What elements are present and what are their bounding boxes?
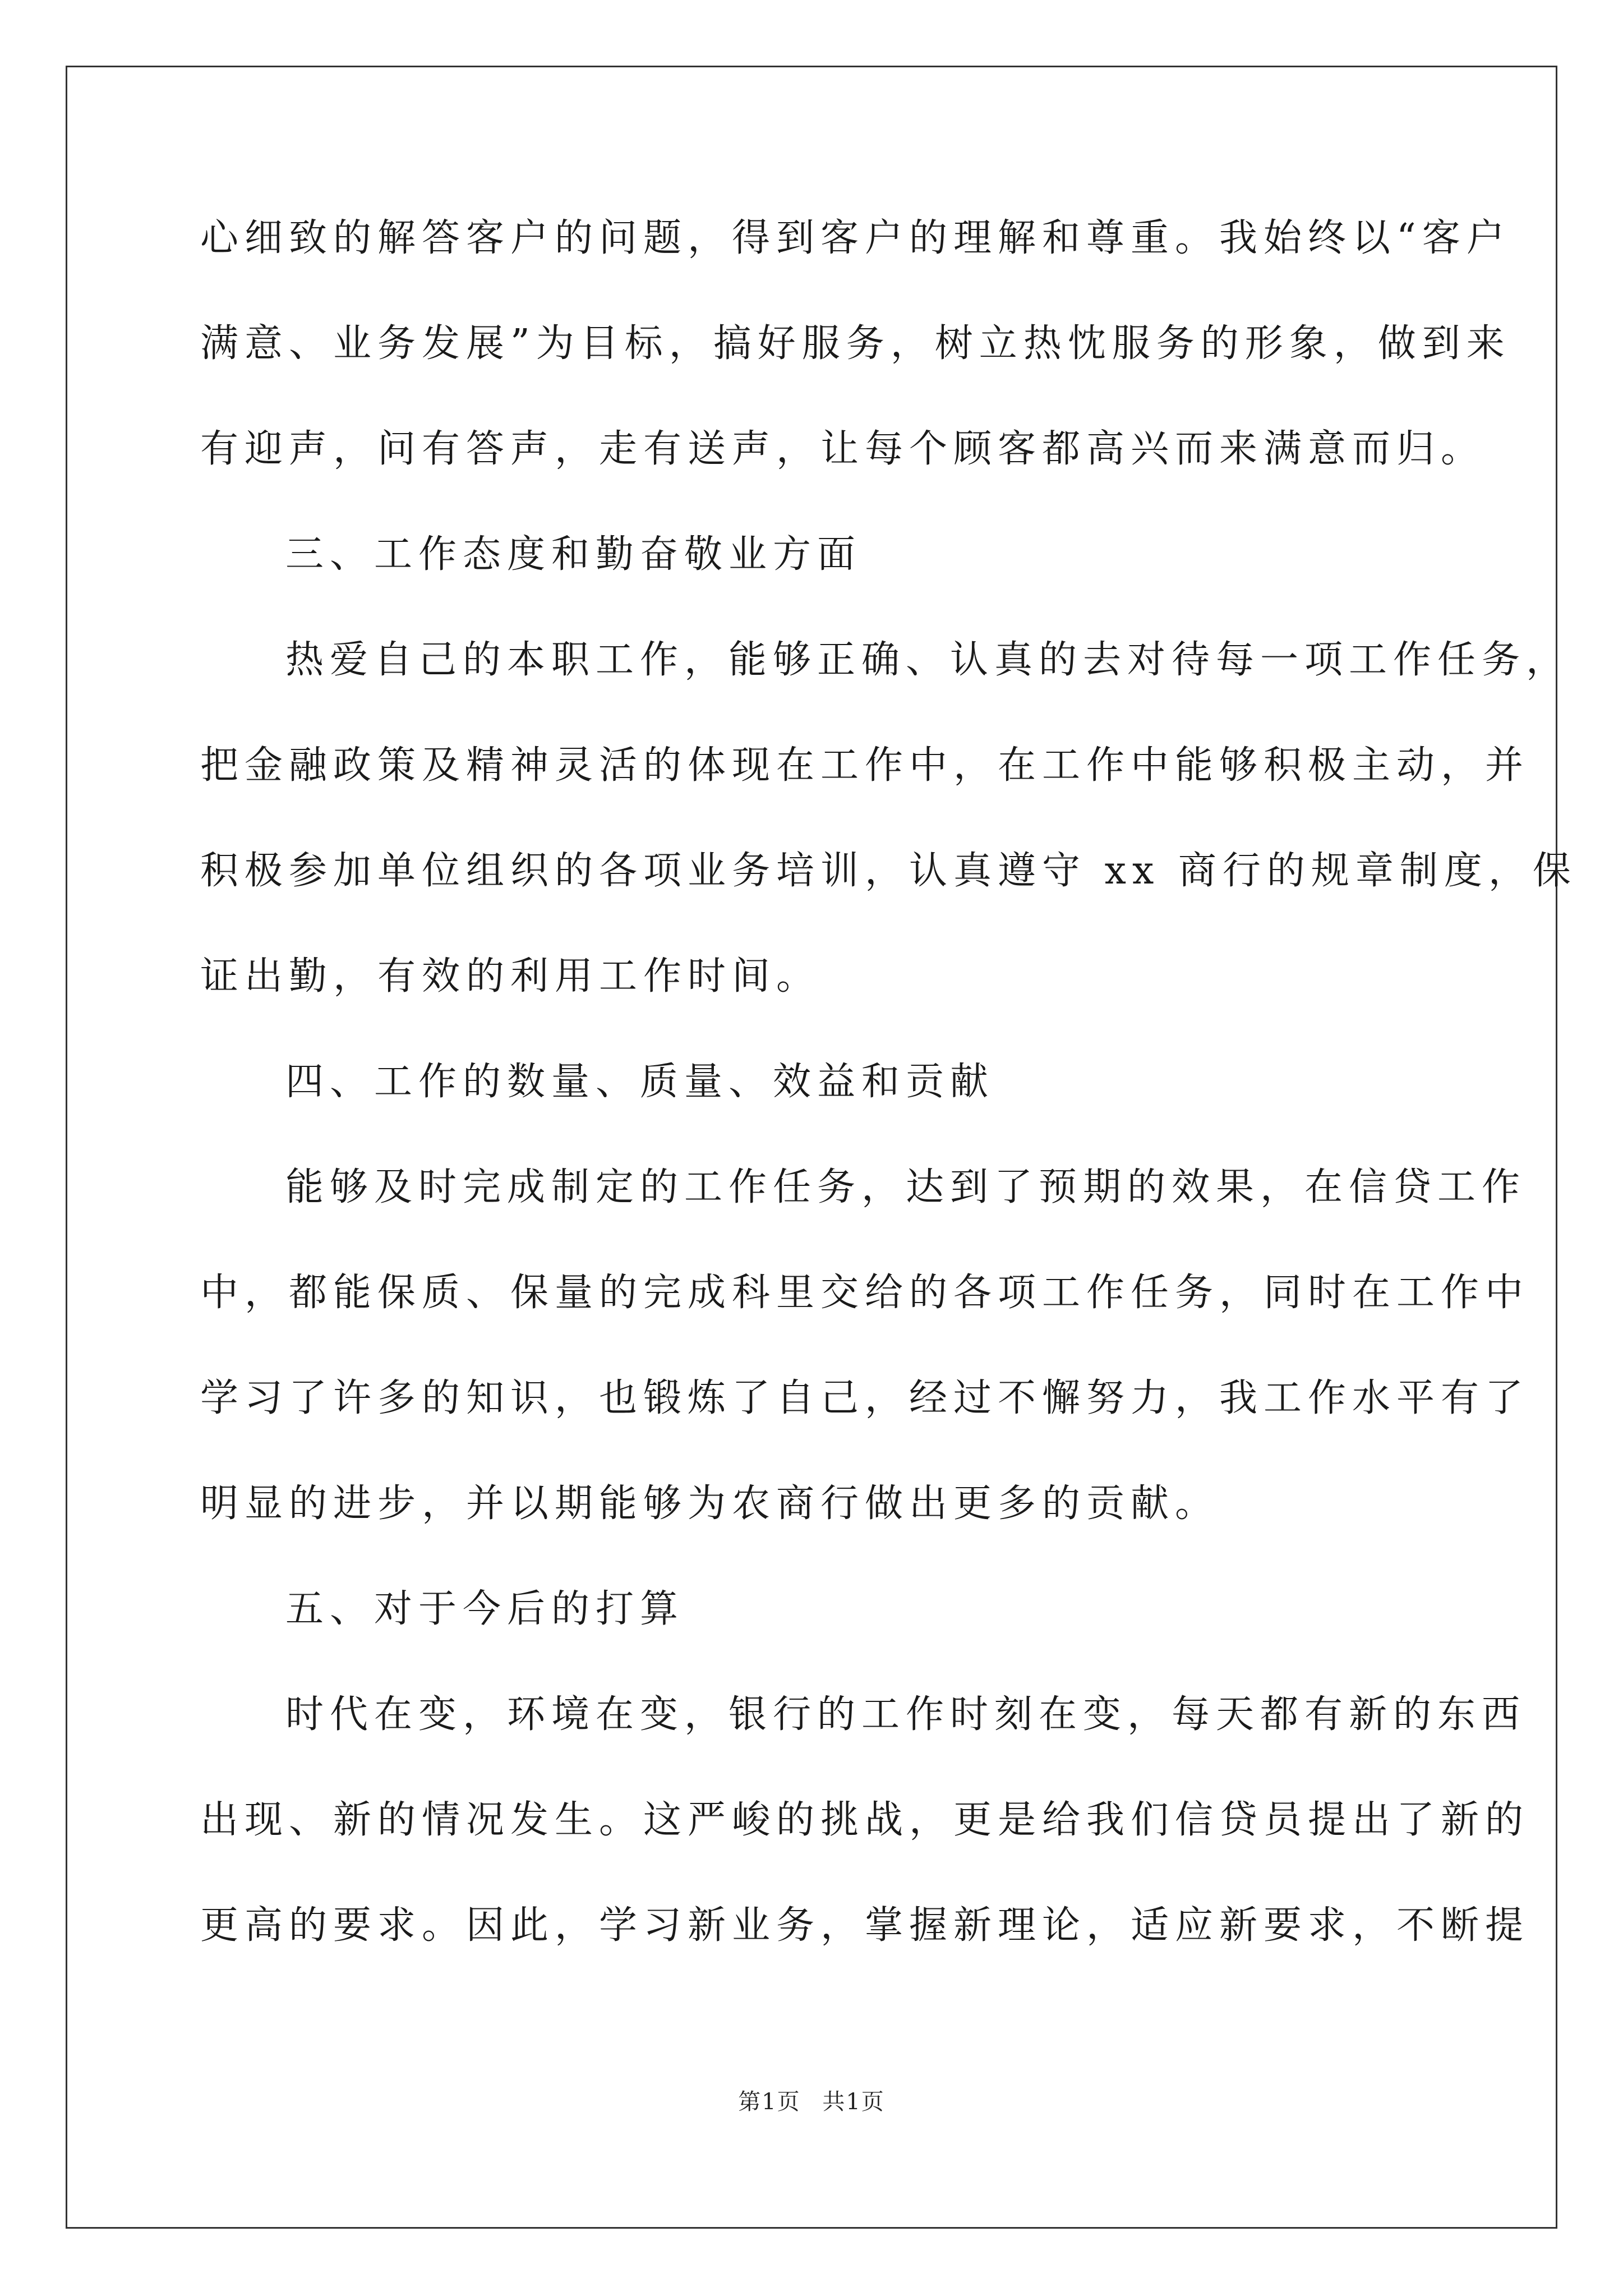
- text-line: 更高的要求。因此，学习新业务，掌握新理论，适应新要求，不断提: [200, 1903, 1530, 1948]
- text-line: 时代在变，环境在变，银行的工作时刻在变，每天都有新的东西: [285, 1692, 1527, 1737]
- text-line: 把金融政策及精神灵活的体现在工作中，在工作中能够积极主动，并: [200, 743, 1530, 788]
- text-line: 五、对于今后的打算: [285, 1587, 685, 1631]
- text-line: 热爱自己的本职工作，能够正确、认真的去对待每一项工作任务，: [285, 638, 1571, 682]
- text-line: 学习了许多的知识，也锻炼了自己，经过不懈努力，我工作水平有了: [200, 1376, 1530, 1420]
- text-line: 出现、新的情况发生。这严峻的挑战，更是给我们信贷员提出了新的: [200, 1798, 1530, 1842]
- text-line: 四、工作的数量、质量、效益和贡献: [285, 1060, 995, 1104]
- text-line: 积极参加单位组织的各项业务培训，认真遵守 xx 商行的规章制度，保: [200, 849, 1577, 893]
- text-line: 满意、业务发展”为目标，搞好服务，树立热忱服务的形象，做到来: [200, 321, 1511, 366]
- page-number: 第1页: [738, 2089, 801, 2115]
- text-line: 三、工作态度和勤奋敬业方面: [285, 532, 862, 577]
- text-line: 证出勤，有效的利用工作时间。: [200, 954, 821, 999]
- page-footer: [0, 2084, 1623, 2116]
- page-total: 共1页: [822, 2089, 885, 2115]
- text-line: 中，都能保质、保量的完成科里交给的各项工作任务，同时在工作中: [200, 1271, 1530, 1315]
- text-line: 心细致的解答客户的问题，得到客户的理解和尊重。我始终以“客户: [200, 216, 1511, 260]
- text-line: 明显的进步，并以期能够为农商行做出更多的贡献。: [200, 1481, 1220, 1526]
- text-line: 有迎声，问有答声，走有送声，让每个顾客都高兴而来满意而归。: [200, 427, 1486, 471]
- text-line: 能够及时完成制定的工作任务，达到了预期的效果，在信贷工作: [285, 1165, 1527, 1209]
- document-body: [200, 210, 1577, 2003]
